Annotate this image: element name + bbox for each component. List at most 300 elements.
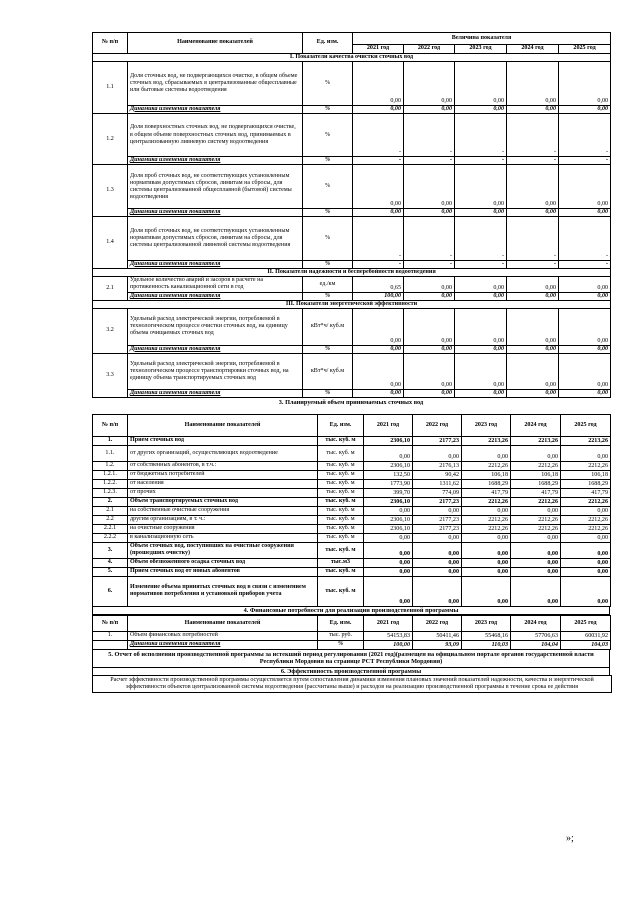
- row-value: 0,00: [404, 105, 455, 113]
- row-value: 0,00: [559, 390, 611, 398]
- row-value: 100,00: [353, 292, 404, 300]
- row-value: 0,00: [511, 558, 561, 567]
- row-value: 2212,26: [462, 461, 511, 470]
- row-number: 1.1.: [93, 445, 128, 461]
- row-value: 0,00: [364, 558, 413, 567]
- row-unit: кВт*ч/ куб.м: [303, 309, 353, 346]
- row-unit: %: [303, 209, 353, 217]
- row-value: 0,00: [561, 445, 611, 461]
- year-header: 2021 год: [353, 45, 404, 54]
- dynamics-row: [93, 157, 611, 165]
- row-value: -: [559, 260, 611, 268]
- row-value: 0,00: [462, 558, 511, 567]
- row-value: 0,00: [455, 165, 507, 209]
- row-unit: кВт*ч/ куб.м: [303, 353, 353, 390]
- row-value: 2306,10: [364, 524, 413, 533]
- row-value: 0,00: [561, 558, 611, 567]
- row-value: 0,00: [353, 105, 404, 113]
- row-value: 1311,62: [413, 479, 462, 488]
- year-header: 2025 год: [559, 45, 611, 54]
- row-number: 1.4: [93, 217, 128, 269]
- row-unit: тыс. куб. м: [318, 576, 364, 606]
- row-value: 0,00: [455, 276, 507, 292]
- row-name: Удельный расход электрической энергии, потребляемой в технологическом процессе очистки сточных вод, на единицу объема очищаемых сточных вод: [128, 309, 303, 346]
- table-row: [93, 558, 611, 567]
- row-value: 2176,13: [413, 461, 462, 470]
- col-unit-header: Ед. изм.: [318, 615, 364, 631]
- row-unit: %: [303, 113, 353, 157]
- row-unit: %: [303, 260, 353, 268]
- row-value: 60031,92: [561, 631, 611, 640]
- row-value: 54153,83: [364, 631, 413, 640]
- table-row: [93, 533, 611, 542]
- section-title: II. Показатели надежности и бесперебойности водоотведения: [93, 268, 611, 276]
- row-value: 0,00: [404, 209, 455, 217]
- year-header: 2022 год: [413, 414, 462, 436]
- row-value: 2306,10: [364, 497, 413, 506]
- table-row: [93, 506, 611, 515]
- row-name: Прием сточных вод: [128, 436, 318, 445]
- row-value: -: [455, 260, 507, 268]
- dynamics-row: [93, 260, 611, 268]
- row-unit: ед./км: [303, 276, 353, 292]
- row-value: 2212,26: [462, 524, 511, 533]
- row-value: -: [353, 260, 404, 268]
- row-value: 1773,90: [364, 479, 413, 488]
- row-value: 1688,29: [561, 479, 611, 488]
- row-value: 0,00: [511, 567, 561, 576]
- row-value: 0,00: [353, 353, 404, 390]
- row-value: 0,00: [404, 276, 455, 292]
- row-value: 1688,29: [511, 479, 561, 488]
- row-value: 0,00: [507, 105, 559, 113]
- row-name: от собственных абонентов, в т.ч.:: [128, 461, 318, 470]
- table-row: [93, 445, 611, 461]
- section-heading-5: 5. Отчет об исполнении производственной программы за истекший период регулирования (2021 год)(размещен на официальном портале органов государственной власти Республики Мордовия на странице РСТ Республики Мордовия): [92, 650, 610, 668]
- row-value: -: [507, 217, 559, 261]
- row-value: 0,00: [507, 292, 559, 300]
- row-value: 0,00: [561, 533, 611, 542]
- row-value: 2212,26: [462, 497, 511, 506]
- row-name: в канализационную сеть: [128, 533, 318, 542]
- row-value: 0,00: [364, 445, 413, 461]
- dynamics-row: [93, 640, 611, 649]
- row-number: 1.2.2.: [93, 479, 128, 488]
- row-value: 55468,16: [462, 631, 511, 640]
- dynamics-row: [93, 209, 611, 217]
- col-unit-header: Ед. изм.: [318, 414, 364, 436]
- row-value: -: [455, 113, 507, 157]
- year-header: 2023 год: [455, 45, 507, 54]
- row-name: Динамика изменения показателя: [128, 640, 318, 649]
- row-value: 0,00: [364, 542, 413, 558]
- row-value: 0,00: [561, 506, 611, 515]
- row-value: 0,00: [413, 533, 462, 542]
- row-number: 2.2: [93, 515, 128, 524]
- row-name: Доля проб сточных вод, не соответствующих установленным нормативам допустимых сбросов, лимитам на сбросы, для системы централизованной общесплавной (бытовой) системы водоотведения: [128, 165, 303, 209]
- row-value: 0,65: [353, 276, 404, 292]
- row-name: Динамика изменения показателя: [128, 209, 303, 217]
- row-value: 0,00: [413, 576, 462, 606]
- col-no-header: № п/п: [93, 615, 128, 631]
- section-title: I. Показатели качества очистки сточных вод: [93, 54, 611, 62]
- row-value: 0,00: [561, 542, 611, 558]
- row-value: 0,00: [511, 542, 561, 558]
- row-value: 0,00: [462, 445, 511, 461]
- indicators-table: [92, 32, 611, 398]
- row-name: Доля проб сточных вод, не соответствующих установленным нормативам допустимых сбросов, лимитам на сбросы, для системы централизованной ливневой системы водоотведения: [128, 217, 303, 261]
- row-name: другим организациям, в т. ч.:: [128, 515, 318, 524]
- table-row: [93, 479, 611, 488]
- row-value: 0,00: [413, 445, 462, 461]
- row-value: 2213,26: [462, 436, 511, 445]
- col-no-header: № п/п: [93, 414, 128, 436]
- table-row: [93, 470, 611, 479]
- row-unit: %: [303, 157, 353, 165]
- dynamics-row: [93, 105, 611, 113]
- row-name: Динамика изменения показателя: [128, 105, 303, 113]
- row-value: -: [559, 113, 611, 157]
- row-number: 1.2: [93, 113, 128, 165]
- row-number: 2.2.1: [93, 524, 128, 533]
- row-value: 0,00: [507, 62, 559, 106]
- row-value: -: [507, 260, 559, 268]
- row-name: Объем финансовых потребностей: [128, 631, 318, 640]
- row-unit: тыс. руб.: [318, 631, 364, 640]
- table-row: [93, 524, 611, 533]
- row-unit: %: [303, 105, 353, 113]
- table-row: [93, 461, 611, 470]
- row-unit: тыс. куб. м: [318, 533, 364, 542]
- section-heading-4: 4. Финансовые потребности для реализации производственной программы: [92, 607, 610, 615]
- row-number: 6.: [93, 576, 128, 606]
- table-row: [93, 542, 611, 558]
- row-name: Объем обезвоженного осадка сточных вод: [128, 558, 318, 567]
- row-value: 0,00: [507, 276, 559, 292]
- row-value: 2306,10: [364, 461, 413, 470]
- year-header: 2023 год: [462, 414, 511, 436]
- row-name: Динамика изменения показателя: [128, 157, 303, 165]
- row-number: [93, 640, 128, 649]
- row-unit: %: [303, 165, 353, 209]
- year-header: 2021 год: [364, 615, 413, 631]
- section-heading-6: 6. Эффективность производственной программы: [92, 668, 610, 675]
- row-value: 0,00: [559, 62, 611, 106]
- table-row: [93, 576, 611, 606]
- row-value: -: [507, 113, 559, 157]
- row-value: 0,00: [561, 576, 611, 606]
- indicator-row: [93, 309, 611, 346]
- year-header: 2023 год: [462, 615, 511, 631]
- indicator-row: [93, 276, 611, 292]
- row-number: 5.: [93, 567, 128, 576]
- dynamics-row: [93, 345, 611, 353]
- row-number: 1.2.1.: [93, 470, 128, 479]
- row-value: 2177,23: [413, 515, 462, 524]
- indicator-row: [93, 113, 611, 157]
- row-name: Прием сточных вод от новых абонентов: [128, 567, 318, 576]
- row-value: 0,00: [559, 105, 611, 113]
- row-value: 0,00: [559, 292, 611, 300]
- row-value: -: [455, 217, 507, 261]
- table-row: [93, 497, 611, 506]
- row-name: от бюджетных потребителей: [128, 470, 318, 479]
- row-value: 0,00: [559, 345, 611, 353]
- row-value: 0,00: [455, 345, 507, 353]
- row-value: 0,00: [404, 292, 455, 300]
- row-value: 2212,26: [511, 497, 561, 506]
- row-unit: тыс. куб. м: [318, 479, 364, 488]
- row-name: Объем транспортируемых сточных вод: [128, 497, 318, 506]
- year-header: 2022 год: [413, 615, 462, 631]
- row-value: -: [559, 217, 611, 261]
- year-header: 2025 год: [561, 414, 611, 436]
- year-header: 2025 год: [561, 615, 611, 631]
- row-value: 0,00: [559, 165, 611, 209]
- row-value: 0,00: [455, 62, 507, 106]
- row-value: 0,00: [462, 576, 511, 606]
- col-name-header: Наименование показателей: [128, 615, 318, 631]
- year-header: 2024 год: [507, 45, 559, 54]
- closing-quote-mark: »;: [566, 833, 574, 844]
- row-value: 0,00: [455, 209, 507, 217]
- col-name-header: Наименование показателей: [128, 33, 303, 54]
- row-value: 110,03: [462, 640, 511, 649]
- row-name: Доля поверхностных сточных вод, не подвергающихся очистке, в общем объеме поверхностных сточных вод, принимаемых в централизованную ливневую систему водоотведения: [128, 113, 303, 157]
- table-row: [93, 515, 611, 524]
- row-value: -: [404, 217, 455, 261]
- indicators-body: [93, 54, 611, 398]
- row-number: 1.: [93, 631, 128, 640]
- row-number: 1.1: [93, 62, 128, 114]
- row-value: 0,00: [353, 209, 404, 217]
- row-name: Объем сточных вод, поступивших на очистные сооружения (прошедших очистку): [128, 542, 318, 558]
- row-value: 0,00: [353, 345, 404, 353]
- row-number: 2.1: [93, 506, 128, 515]
- row-value: 2212,26: [462, 515, 511, 524]
- row-value: 57706,63: [511, 631, 561, 640]
- row-value: 1688,29: [462, 479, 511, 488]
- indicator-row: [93, 165, 611, 209]
- row-value: -: [353, 113, 404, 157]
- row-value: 2213,26: [511, 436, 561, 445]
- row-value: 0,00: [404, 62, 455, 106]
- row-value: 0,00: [462, 506, 511, 515]
- row-name: на очистные сооружения: [128, 524, 318, 533]
- indicator-row: [93, 353, 611, 390]
- row-value: -: [559, 157, 611, 165]
- row-number: 3.2: [93, 309, 128, 354]
- table-row: [93, 436, 611, 445]
- row-value: 417,79: [561, 488, 611, 497]
- row-number: 2.1: [93, 276, 128, 300]
- row-value: -: [404, 157, 455, 165]
- row-value: 93,09: [413, 640, 462, 649]
- row-value: 2212,26: [511, 524, 561, 533]
- row-unit: тыс. куб. м: [318, 506, 364, 515]
- row-value: -: [404, 113, 455, 157]
- row-value: 0,00: [507, 390, 559, 398]
- row-number: 2.: [93, 497, 128, 506]
- year-header: 2024 год: [511, 414, 561, 436]
- row-value: 90,42: [413, 470, 462, 479]
- section-heading-3: 3. Планируемый объем принимаемых сточных вод: [278, 399, 424, 407]
- row-unit: тыс. куб. м: [318, 470, 364, 479]
- row-unit: %: [303, 390, 353, 398]
- row-value: 0,00: [462, 567, 511, 576]
- row-name: от других организаций, осуществляющих водоотведение: [128, 445, 318, 461]
- indicator-row: [93, 62, 611, 106]
- row-value: 0,00: [559, 309, 611, 346]
- row-value: 0,00: [404, 309, 455, 346]
- row-value: 0,00: [507, 345, 559, 353]
- row-name: Динамика изменения показателя: [128, 345, 303, 353]
- row-value: 0,00: [462, 533, 511, 542]
- row-value: -: [353, 217, 404, 261]
- row-number: 3.: [93, 542, 128, 558]
- row-value: -: [353, 157, 404, 165]
- dynamics-row: [93, 292, 611, 300]
- row-value: 2177,23: [413, 524, 462, 533]
- row-value: 0,00: [507, 165, 559, 209]
- finance-table: [92, 615, 611, 650]
- row-unit: тыс. куб. м: [318, 524, 364, 533]
- row-number: 1.3: [93, 165, 128, 217]
- row-unit: тыс. куб. м: [318, 436, 364, 445]
- row-number: 1.: [93, 436, 128, 445]
- row-value: 0,00: [561, 567, 611, 576]
- table-row: [93, 488, 611, 497]
- row-name: Удельное количество аварий и засоров в расчете на протяженность канализационной сети в год: [128, 276, 303, 292]
- row-value: 0,00: [413, 506, 462, 515]
- row-value: 0,00: [364, 567, 413, 576]
- row-value: 0,00: [404, 165, 455, 209]
- volume-table: [92, 414, 611, 607]
- row-number: 4.: [93, 558, 128, 567]
- row-value: 0,00: [413, 542, 462, 558]
- row-unit: %: [303, 345, 353, 353]
- row-value: 0,00: [511, 576, 561, 606]
- table-row: [93, 567, 611, 576]
- col-group-header: Величина показателя: [353, 33, 611, 45]
- row-unit: %: [303, 62, 353, 106]
- col-name-header: Наименование показателей: [128, 414, 318, 436]
- row-value: 0,00: [511, 445, 561, 461]
- row-value: 2212,26: [511, 461, 561, 470]
- row-value: -: [455, 157, 507, 165]
- row-value: 2306,10: [364, 436, 413, 445]
- row-name: Удельный расход электрической энергии, потребляемой в технологическом процессе транспортировки сточных вод, на единицу объема транспортируемых сточных вод: [128, 353, 303, 390]
- row-value: 132,50: [364, 470, 413, 479]
- row-value: 2212,26: [561, 497, 611, 506]
- row-value: 2212,26: [561, 461, 611, 470]
- document-sheet: [92, 32, 610, 693]
- row-value: 2212,26: [561, 524, 611, 533]
- row-name: Доля сточных вод, не подвергающихся очистке, в общем объеме сточных вод, сбрасываемых в централизованные общесплавные или бытовые системы водоотведения: [128, 62, 303, 106]
- efficiency-note: Расчет эффективности производственной программы осуществляется путем сопоставления динамики изменения плановых значений показателей надежности, качества и энергетической эффективности объектов централизованной системы водоотведения (рассчитаны выше) и расходов на реализацию производственной программы в течение срока ее действия: [92, 675, 612, 693]
- row-unit: тыс. куб. м: [318, 515, 364, 524]
- row-value: 0,00: [364, 506, 413, 515]
- row-value: 0,00: [353, 62, 404, 106]
- row-value: 0,00: [455, 292, 507, 300]
- row-value: 0,00: [507, 309, 559, 346]
- row-value: 774,09: [413, 488, 462, 497]
- row-name: Динамика изменения показателя: [128, 292, 303, 300]
- row-unit: тыс.м3: [318, 558, 364, 567]
- row-unit: тыс. куб. м: [318, 461, 364, 470]
- table-row: [93, 631, 611, 640]
- year-header: 2024 год: [511, 615, 561, 631]
- row-name: на собственные очистные сооружения: [128, 506, 318, 515]
- section-header-row: [93, 268, 611, 276]
- row-value: 2177,23: [413, 436, 462, 445]
- row-value: 0,00: [559, 209, 611, 217]
- row-number: 2.2.2: [93, 533, 128, 542]
- col-no-header: № п/п: [93, 33, 128, 54]
- dynamics-row: [93, 390, 611, 398]
- row-value: 0,00: [413, 567, 462, 576]
- row-unit: тыс. куб. м: [318, 497, 364, 506]
- row-value: 0,00: [559, 276, 611, 292]
- row-name: от населения: [128, 479, 318, 488]
- indicator-row: [93, 217, 611, 261]
- year-header: 2021 год: [364, 414, 413, 436]
- row-value: 417,79: [462, 488, 511, 497]
- year-header: 2022 год: [404, 45, 455, 54]
- row-value: 0,00: [353, 165, 404, 209]
- row-value: 399,70: [364, 488, 413, 497]
- row-value: 0,00: [455, 309, 507, 346]
- row-unit: тыс. куб. м: [318, 445, 364, 461]
- row-value: 2177,23: [413, 497, 462, 506]
- row-number: 3.3: [93, 353, 128, 398]
- row-value: 0,00: [404, 345, 455, 353]
- volume-body: [93, 436, 611, 606]
- col-unit-header: Ед. изм.: [303, 33, 353, 54]
- row-value: -: [404, 260, 455, 268]
- row-value: 2306,10: [364, 515, 413, 524]
- row-value: 0,00: [507, 209, 559, 217]
- row-unit: %: [303, 292, 353, 300]
- row-value: 2213,26: [561, 436, 611, 445]
- row-value: 0,00: [455, 105, 507, 113]
- row-number: 1.2.3.: [93, 488, 128, 497]
- row-value: -: [507, 157, 559, 165]
- row-value: 0,00: [404, 353, 455, 390]
- row-value: 0,00: [455, 353, 507, 390]
- row-value: 0,00: [455, 390, 507, 398]
- row-unit: тыс. куб. м: [318, 567, 364, 576]
- row-value: 0,00: [413, 558, 462, 567]
- row-value: 0,00: [559, 353, 611, 390]
- row-value: 104,03: [561, 640, 611, 649]
- row-value: 0,00: [364, 533, 413, 542]
- row-value: 0,00: [511, 506, 561, 515]
- row-value: 50411,46: [413, 631, 462, 640]
- row-value: 106,18: [561, 470, 611, 479]
- row-value: 2212,26: [511, 515, 561, 524]
- row-number: 1.2.: [93, 461, 128, 470]
- row-name: от прочих: [128, 488, 318, 497]
- row-value: 2212,26: [561, 515, 611, 524]
- row-value: 0,00: [511, 533, 561, 542]
- row-value: 100,00: [364, 640, 413, 649]
- row-name: Динамика изменения показателя: [128, 260, 303, 268]
- row-value: 0,00: [507, 353, 559, 390]
- row-value: 0,00: [462, 542, 511, 558]
- row-name: Изменение объема принятых сточных вод в связи с изменением нормативов потребления и установкой приборов учета: [128, 576, 318, 606]
- row-unit: %: [303, 217, 353, 261]
